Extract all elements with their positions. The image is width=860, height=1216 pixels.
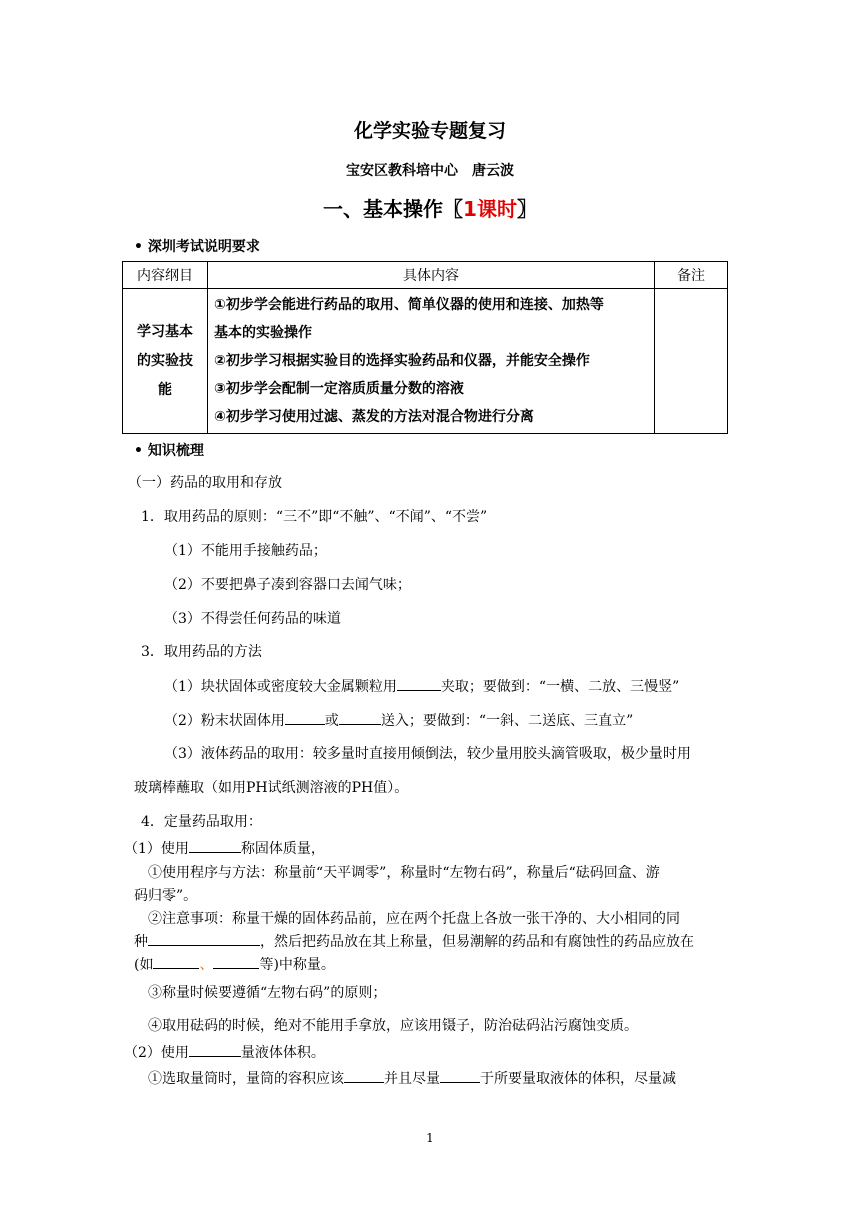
header-note: 备注 bbox=[655, 262, 728, 289]
requirements-heading: • 深圳考试说明要求 bbox=[134, 239, 260, 255]
para-q1 bbox=[124, 838, 325, 858]
para-q2-1-end: 于所要量取液体的体积，尽量减 bbox=[480, 1071, 676, 1087]
skill-line-2: 的实验技 bbox=[137, 352, 193, 369]
answer-blank bbox=[339, 710, 381, 725]
answer-blank bbox=[153, 954, 199, 969]
item-1b: 基本的实验操作 bbox=[214, 325, 312, 341]
para-q1-2b-end: ，然后把药品放在其上称量，但易潮解的药品和有腐蚀性的药品应放在 bbox=[260, 934, 694, 950]
answer-blank bbox=[189, 1042, 241, 1057]
para-q1-start: （1）使用 bbox=[124, 841, 189, 857]
page-title: 化学实验专题复习 bbox=[353, 120, 506, 142]
para-3-3b: 玻璃棒蘸取（如用PH试纸测溶液的PH值）。 bbox=[134, 780, 409, 796]
para-3-3a: （3）液体药品的取用：较多量时直接用倾倒法，较少量用胶头滴管吸取，极少量时用 bbox=[164, 746, 691, 762]
answer-blank bbox=[440, 1068, 480, 1083]
para-q2-1-start: ①选取量筒时，量筒的容积应该 bbox=[148, 1071, 344, 1087]
section-1-heading: （一）药品的取用和存放 bbox=[128, 475, 282, 491]
para-q1-2b-start: 种 bbox=[134, 934, 148, 950]
note-cell bbox=[655, 289, 728, 434]
para-q2-1 bbox=[148, 1068, 676, 1088]
blank-separator: 、 bbox=[199, 957, 214, 973]
header-outline: 内容纲目 bbox=[123, 262, 208, 289]
item-4: ④初步学习使用过滤、蒸发的方法对混合物进行分离 bbox=[214, 409, 534, 425]
para-4: 4．定量药品取用： bbox=[141, 814, 262, 830]
para-1-1: （1）不能用手接触药品； bbox=[164, 543, 327, 559]
para-q1-2c-start: (如 bbox=[134, 957, 154, 973]
para-1-3: （3）不得尝任何药品的味道 bbox=[164, 611, 341, 627]
chapter-hours: 1课时 bbox=[463, 197, 517, 221]
skill-line-1: 学习基本 bbox=[137, 323, 193, 340]
skill-line-3: 能 bbox=[158, 381, 172, 398]
chapter-heading-main: 一、基本操作〖 bbox=[323, 197, 464, 221]
chapter-heading-end: 〗 bbox=[516, 197, 537, 221]
answer-blank bbox=[189, 838, 241, 853]
author-line: 宝安区教科培中心 唐云波 bbox=[346, 163, 514, 179]
para-q1-3: ③称量时候要遵循“左物右码”的原则； bbox=[148, 985, 387, 1001]
para-1: 1．取用药品的原则：“三不”即“不触”、“不闻”、“不尝” bbox=[141, 509, 488, 525]
content-cell bbox=[208, 289, 655, 434]
para-3-2-mid: 或 bbox=[324, 713, 339, 729]
chapter-heading bbox=[0, 193, 860, 222]
answer-blank bbox=[213, 954, 259, 969]
para-q1-end: 称固体质量， bbox=[240, 841, 325, 857]
para-3-2 bbox=[164, 710, 633, 730]
answer-blank bbox=[285, 710, 325, 725]
item-1a: ①初步学会能进行药品的取用、简单仪器的使用和连接、加热等 bbox=[214, 297, 604, 313]
para-q1-2c bbox=[134, 954, 335, 974]
answer-blank bbox=[344, 1068, 384, 1083]
table-header-row bbox=[123, 262, 728, 289]
para-3-1-start: （1）块状固体或密度较大金属颗粒用 bbox=[164, 679, 397, 695]
para-3-2-end: 送入；要做到：“一斜、二送底、三直立” bbox=[380, 713, 634, 729]
skill-cell bbox=[123, 289, 208, 434]
item-2: ②初步学习根据实验目的选择实验药品和仪器，并能安全操作 bbox=[214, 353, 590, 369]
para-q1-2a: ②注意事项：称量干燥的固体药品前，应在两个托盘上各放一张干净的、大小相同的同 bbox=[148, 911, 680, 927]
para-q2-1-mid: 并且尽量 bbox=[384, 1071, 440, 1087]
para-q1-1a: ①使用程序与方法：称量前“天平调零”，称量时“左物右码”，称量后“砝码回盒、游 bbox=[148, 865, 660, 881]
requirements-table bbox=[122, 261, 728, 434]
table-row bbox=[123, 289, 728, 434]
para-3-1 bbox=[164, 676, 679, 696]
para-q1-2c-end: 等)中称量。 bbox=[259, 957, 335, 973]
para-3-1-end: 夹取；要做到：“一横、二放、三慢竖” bbox=[440, 679, 680, 695]
para-1-2: （2）不要把鼻子凑到容器口去闻气味； bbox=[164, 577, 411, 593]
para-q2-start: （2）使用 bbox=[124, 1045, 189, 1061]
para-q1-1b: 码归零”。 bbox=[134, 888, 198, 904]
para-q2 bbox=[124, 1042, 325, 1062]
knowledge-heading: • 知识梳理 bbox=[134, 443, 204, 459]
item-3: ③初步学会配制一定溶质质量分数的溶液 bbox=[214, 381, 464, 397]
para-q1-4: ④取用砝码的时候，绝对不能用手拿放，应该用镊子，防治砝码沾污腐蚀变质。 bbox=[148, 1018, 638, 1034]
answer-blank bbox=[148, 931, 260, 946]
page-number: 1 bbox=[426, 1131, 434, 1145]
header-content: 具体内容 bbox=[208, 262, 655, 289]
para-q1-2b bbox=[134, 931, 694, 951]
para-3: 3．取用药品的方法 bbox=[141, 644, 262, 660]
answer-blank bbox=[397, 676, 441, 691]
para-q2-end: 量液体体积。 bbox=[240, 1045, 325, 1061]
para-3-2-start: （2）粉末状固体用 bbox=[164, 713, 285, 729]
